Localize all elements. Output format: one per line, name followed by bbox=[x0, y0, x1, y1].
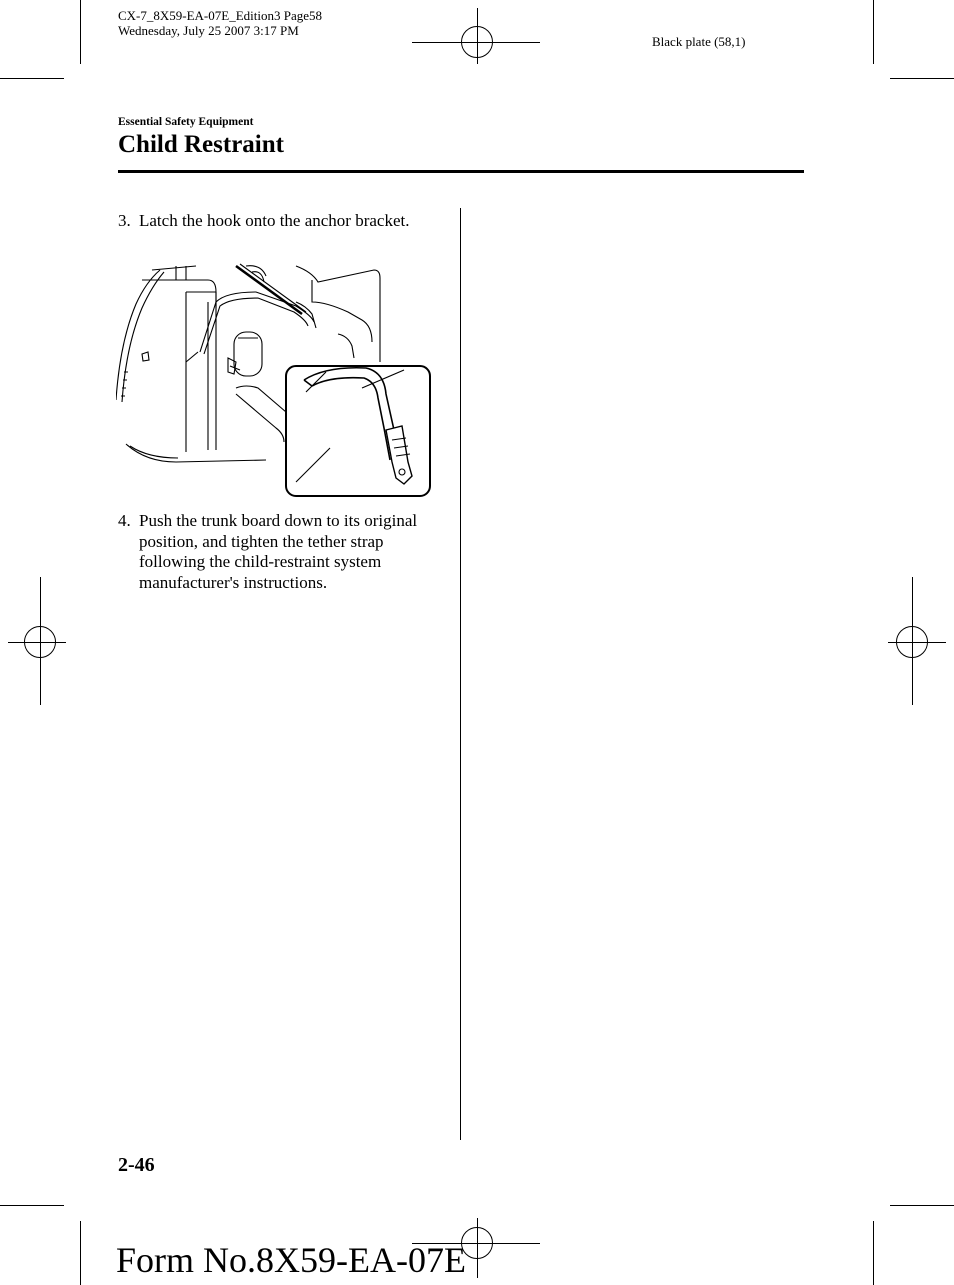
crop-mark bbox=[890, 78, 954, 79]
plate-info: Black plate (58,1) bbox=[652, 34, 746, 49]
job-info-line2: Wednesday, July 25 2007 3:17 PM bbox=[118, 23, 299, 38]
page-number: 2-46 bbox=[118, 1154, 155, 1176]
form-number: Form No.8X59-EA-07E bbox=[116, 1240, 466, 1280]
crop-mark bbox=[80, 0, 81, 64]
step-number: 4. bbox=[118, 511, 131, 530]
title-rule bbox=[118, 170, 804, 173]
step-text: Latch the hook onto the anchor bracket. bbox=[139, 211, 410, 230]
crop-mark bbox=[0, 1205, 64, 1206]
page-title: Child Restraint bbox=[118, 131, 284, 158]
step-4 bbox=[118, 511, 438, 593]
crop-mark bbox=[0, 78, 64, 79]
crop-mark bbox=[873, 1221, 874, 1285]
crop-mark bbox=[873, 0, 874, 64]
job-info bbox=[118, 8, 322, 38]
column-divider bbox=[460, 208, 461, 1140]
job-info-line1: CX-7_8X59-EA-07E_Edition3 Page58 bbox=[118, 8, 323, 23]
crop-mark bbox=[890, 1205, 954, 1206]
tether-hook-illustration bbox=[116, 262, 434, 500]
crop-mark bbox=[80, 1221, 81, 1285]
section-label: Essential Safety Equipment bbox=[118, 116, 254, 128]
step-number: 3. bbox=[118, 211, 131, 230]
step-text: Push the trunk board down to its original position, and tighten the tether strap following the child-restraint system manufacturer's instructions. bbox=[139, 511, 418, 592]
step-3 bbox=[118, 211, 438, 232]
